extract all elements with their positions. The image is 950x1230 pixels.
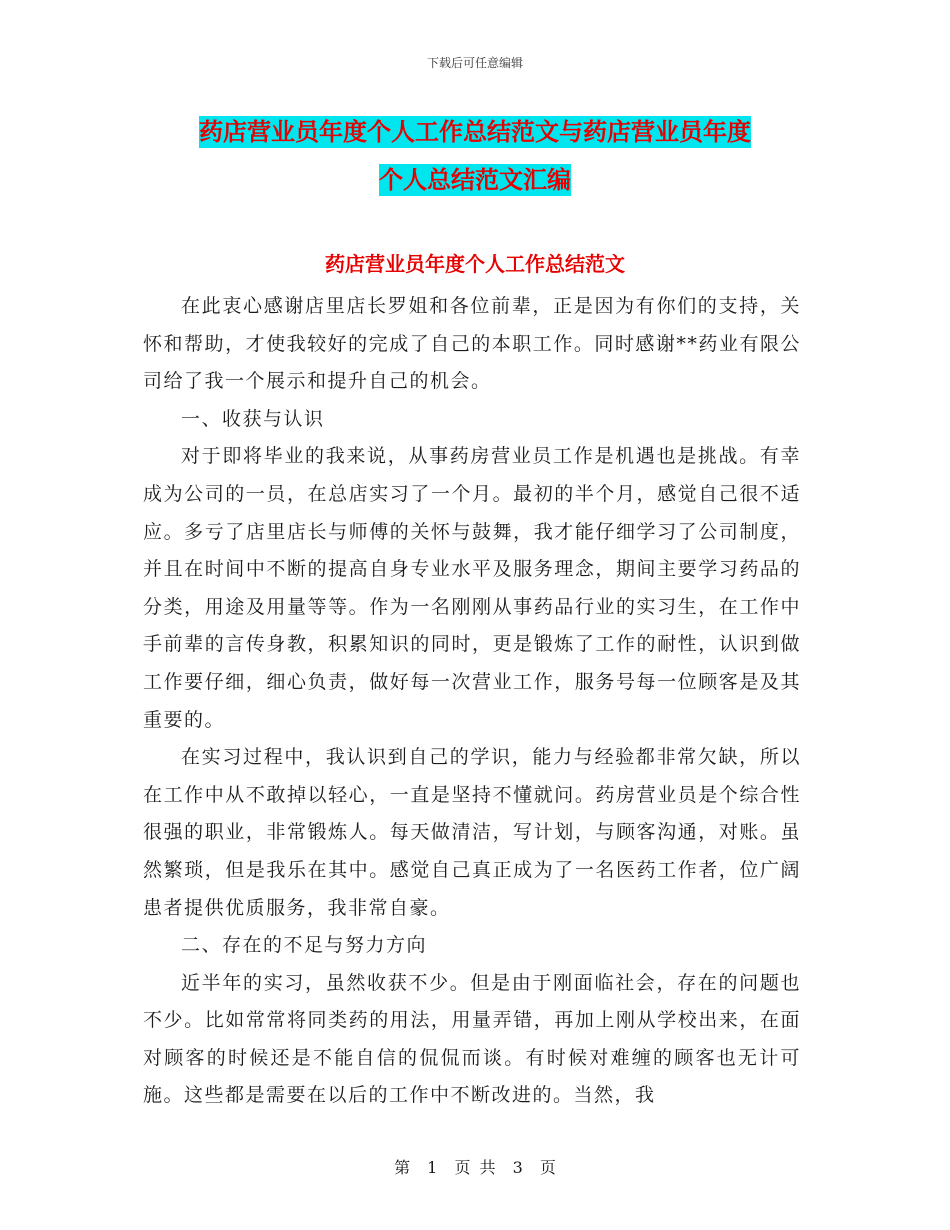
header-note: 下载后可任意编辑 — [426, 56, 523, 70]
paragraph-intro: 在此衷心感谢店里店长罗姐和各位前辈，正是因为有你们的支持，关怀和帮助，才使我较好的完成了自己的本职工作。同时感谢**药业有限公司给了我一个展示和提升自己的机会。 — [143, 295, 801, 393]
section-title: 药店营业员年度个人工作总结范文 — [325, 252, 625, 276]
title-line-1: 药店营业员年度个人工作总结范文与药店营业员年度 — [199, 118, 751, 146]
page-footer — [0, 1155, 950, 1178]
footer-page-number: 1 — [427, 1158, 438, 1177]
footer-total-pages: 3 — [512, 1158, 523, 1177]
heading-shortcomings: 二、存在的不足与努力方向 — [181, 934, 428, 957]
footer-middle: 页 共 — [454, 1158, 496, 1177]
paragraph-internship: 在实习过程中，我认识到自己的学识，能力与经验都非常欠缺，所以在工作中从不敢掉以轻心，一直是坚持不懂就问。药房营业员是个综合性很强的职业，非常锻炼人。每天做清洁，写计划，与顾客沟通，对账。虽然繁琐，但是我乐在其中。感觉自己真正成为了一名医药工作者，位广阔患者提供优质服务，我非常自豪。 — [143, 746, 801, 919]
title-line-2: 个人总结范文汇编 — [379, 166, 571, 194]
footer-suffix: 页 — [539, 1158, 556, 1177]
body-text — [143, 288, 801, 1115]
paragraph-shortcomings: 近半年的实习，虽然收获不少。但是由于刚面临社会，存在的问题也不少。比如常常将同类药的用法，用量弄错，再加上刚从学校出来，在面对顾客的时候还是不能自信的侃侃而谈。有时候对难缠的顾客也无计可施。这些都是需要在以后的工作中不断改进的。当然，我 — [143, 971, 801, 1107]
heading-gains: 一、收获与认识 — [181, 407, 325, 430]
document-title — [130, 108, 820, 204]
paragraph-gains: 对于即将毕业的我来说，从事药房营业员工作是机遇也是挑战。有幸成为公司的一员，在总店实习了一个月。最初的半个月，感觉自己很不适应。多亏了店里店长与师傅的关怀与鼓舞，我才能仔细学习了公司制度，并且在时间中不断的提高自身专业水平及服务理念，期间主要学习药品的分类，用途及用量等等。作为一名刚刚从事药品行业的实习生，在工作中手前辈的言传身教，积累知识的同时，更是锻炼了工作的耐性，认识到做工作要仔细，细心负责，做好每一次营业工作，服务号每一位顾客是及其重要的。 — [143, 445, 801, 731]
footer-prefix: 第 — [394, 1158, 411, 1177]
